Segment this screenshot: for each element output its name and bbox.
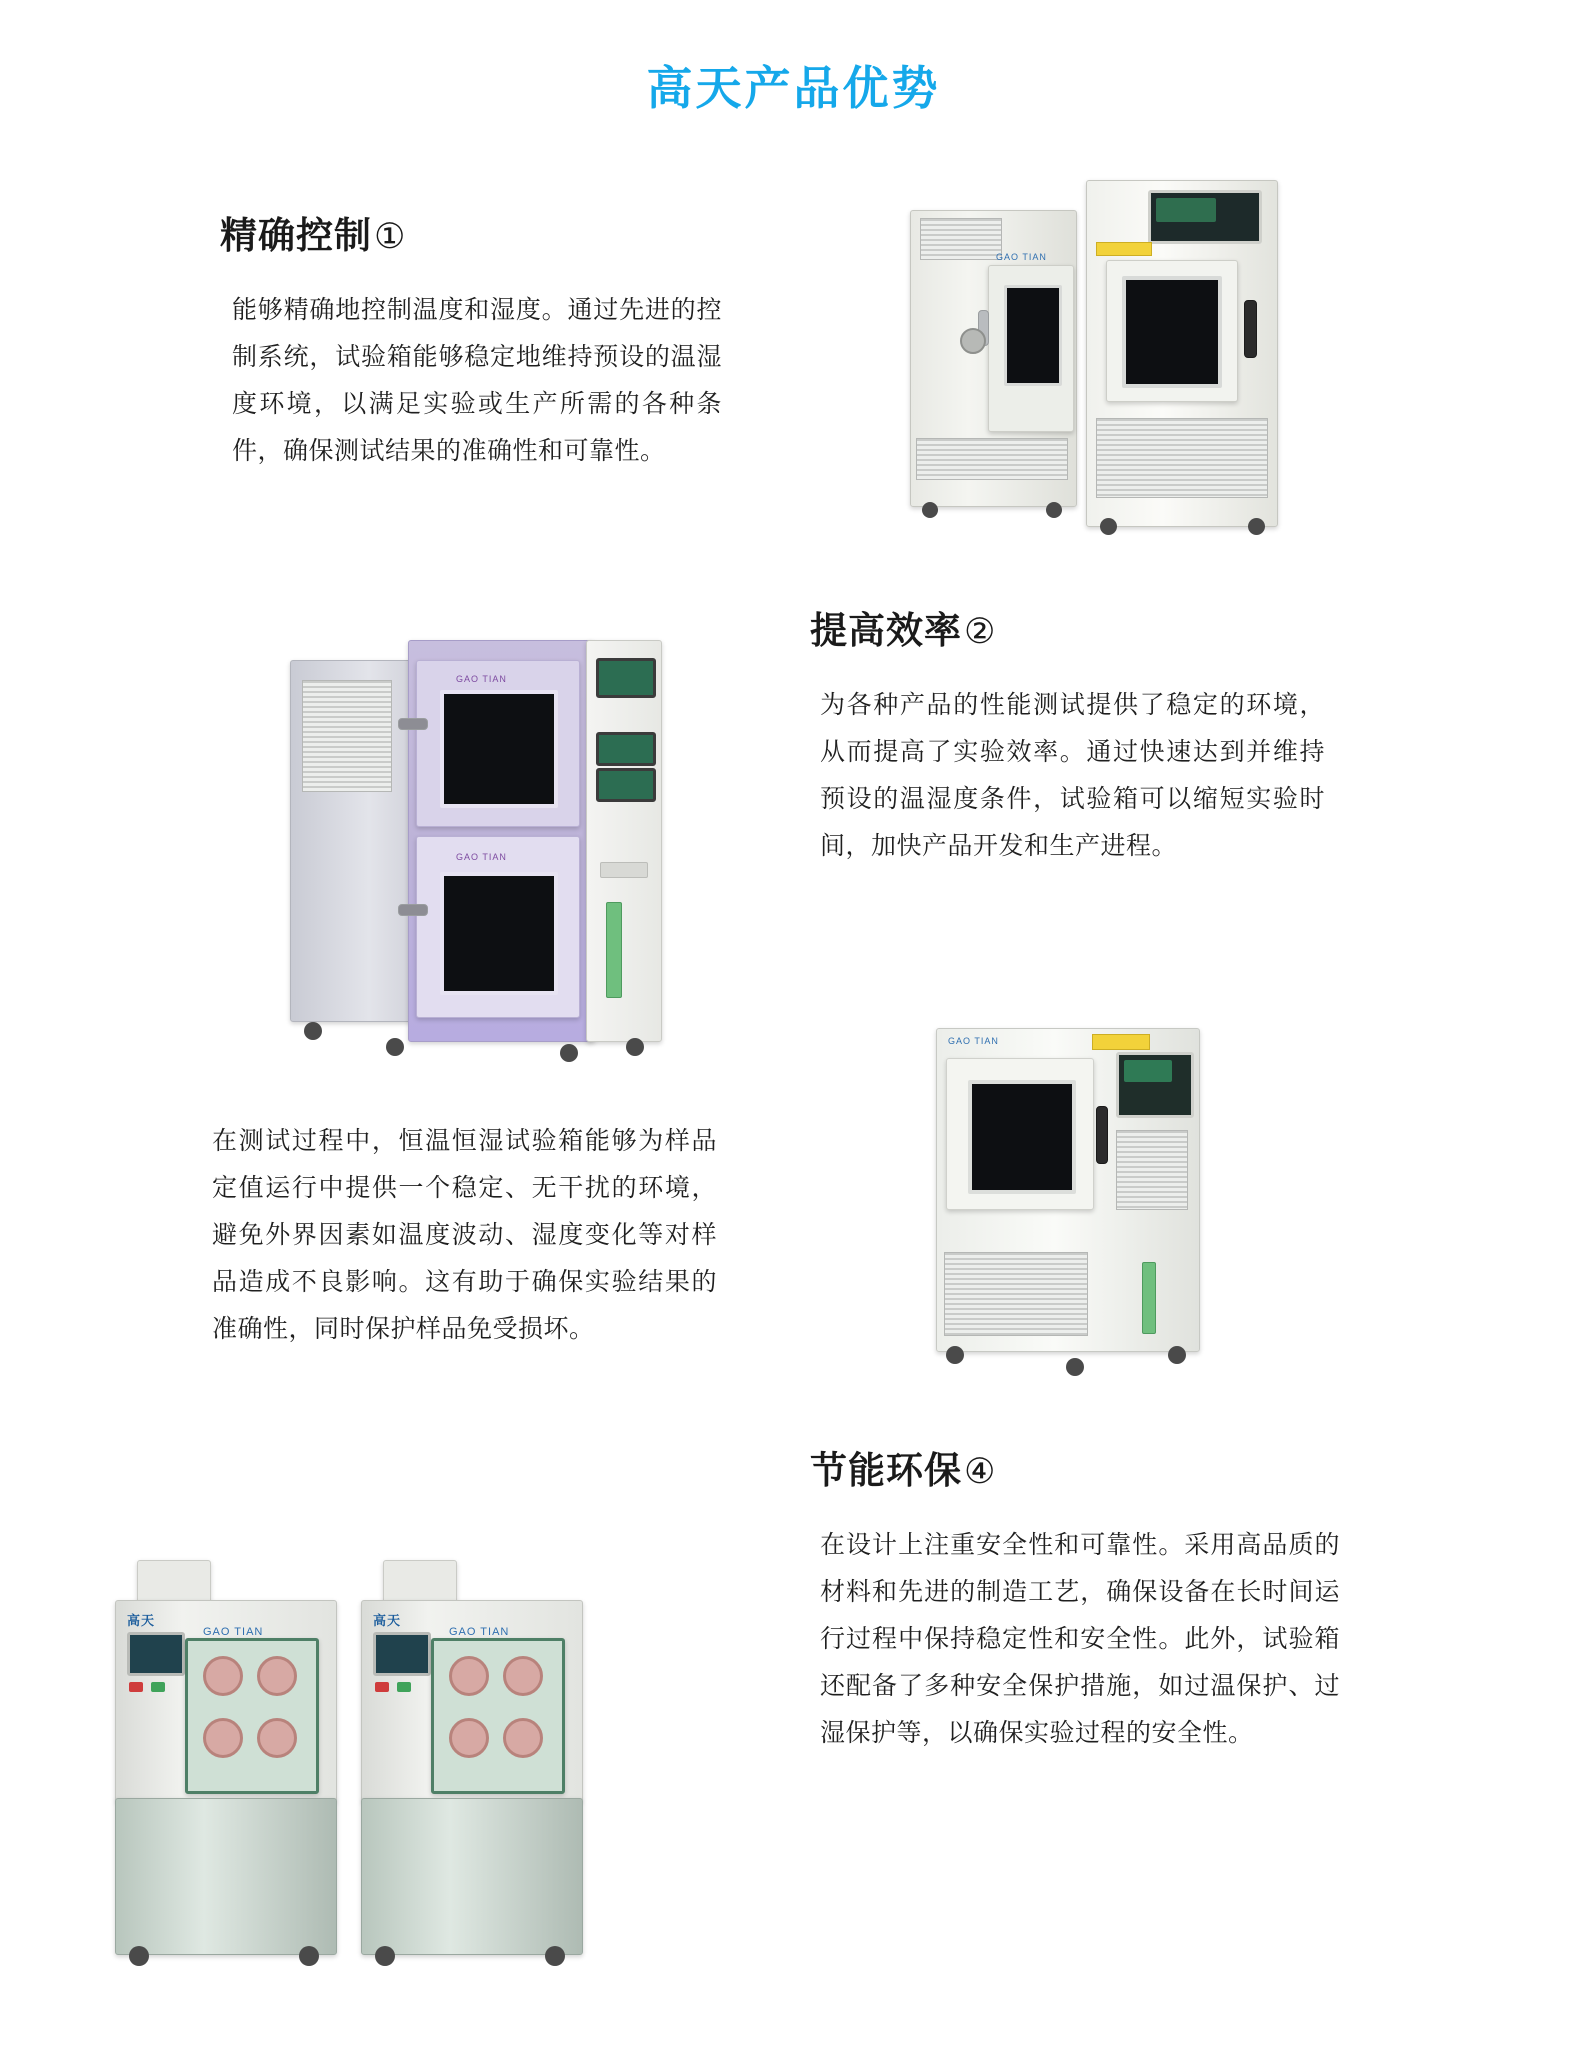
glovebox-a-touch-panel: [127, 1632, 185, 1676]
section-energy-saving: [810, 1440, 1340, 1757]
shock-chamber-green-strip: [606, 902, 622, 998]
chamber-left-caster-2: [1046, 502, 1062, 518]
prog-chamber-window: [968, 1080, 1076, 1194]
prog-chamber-side-vent: [1116, 1130, 1188, 1210]
shock-chamber-caster-3: [560, 1044, 578, 1062]
glovebox-b-brand-cn: 高天: [373, 1613, 402, 1628]
prog-chamber-logo: GAO TIAN: [948, 1036, 999, 1046]
chamber-right-lower-vent: [1096, 418, 1268, 498]
section-4-number: ④: [964, 1452, 997, 1491]
prog-chamber-handle: [1096, 1106, 1108, 1164]
prog-chamber-green-strip: [1142, 1262, 1156, 1334]
glovebox-a-brand-en: GAO TIAN: [203, 1626, 264, 1638]
chamber-right-caster-2: [1248, 518, 1265, 535]
glovebox-a-button-2: [151, 1682, 165, 1692]
chamber-left-knob: [960, 328, 986, 354]
glovebox-a-caster-1: [129, 1946, 149, 1966]
shock-chamber-logo-upper: GAO TIAN: [456, 674, 507, 684]
photo-constant-temp-humidity-chambers: [900, 180, 1320, 540]
prog-chamber-display: [1124, 1060, 1172, 1082]
chamber-right-caster-1: [1100, 518, 1117, 535]
shock-chamber-display-1: [596, 658, 656, 698]
shock-chamber-led-strip: [600, 862, 648, 878]
section-3-body: 在测试过程中，恒温恒湿试验箱能够为样品定值运行中提供一个稳定、无干扰的环境，避免外界因素如温度波动、湿度变化等对样品造成不良影响。这有助于确保实验结果的准确性，同时保护样品免受损坏。: [212, 1128, 717, 1343]
photo-glovebox-chambers: [115, 1560, 625, 1990]
section-4-body: 在设计上注重安全性和可靠性。采用高品质的材料和先进的制造工艺，确保设备在长时间运行过程中保持稳定性和安全性。此外，试验箱还配备了多种安全保护措施，如过温保护、过湿保护等，以确保实验过程的安全性。: [820, 1532, 1340, 1747]
glovebox-b-button-1: [375, 1682, 389, 1692]
photo-programmable-chamber: [920, 1010, 1240, 1390]
glovebox-b-brand-en: GAO TIAN: [449, 1626, 510, 1638]
section-1-heading: [220, 205, 720, 259]
prog-chamber-caster-3: [1168, 1346, 1186, 1364]
glovebox-a-caster-2: [299, 1946, 319, 1966]
section-4-heading: [810, 1440, 1340, 1494]
shock-chamber-caster-2: [386, 1038, 404, 1056]
glovebox-b-caster-2: [545, 1946, 565, 1966]
glovebox-b-window-frame: [431, 1638, 565, 1794]
glovebox-b-port-3: [449, 1718, 489, 1758]
shock-chamber-display-2: [596, 732, 656, 766]
glovebox-a-window-frame: [185, 1638, 319, 1794]
shock-chamber-handle-upper: [398, 718, 428, 730]
glovebox-a-port-3: [203, 1718, 243, 1758]
shock-chamber-upper-window: [440, 690, 558, 808]
shock-chamber-handle-lower: [398, 904, 428, 916]
chamber-left-window: [1004, 285, 1062, 386]
photo-thermal-shock-chamber: [290, 640, 680, 1070]
glovebox-b-port-2: [503, 1656, 543, 1696]
glovebox-a-port-1: [203, 1656, 243, 1696]
chamber-right-panel-display: [1156, 198, 1216, 222]
page-title: 高天产品优势: [646, 62, 941, 114]
chamber-left-caster-1: [922, 502, 938, 518]
chamber-left-top-vent: [920, 218, 1002, 260]
section-1-heading-text: 精确控制: [220, 216, 372, 257]
prog-chamber-bottom-vent: [944, 1252, 1088, 1336]
shock-chamber-side-vent: [302, 680, 392, 792]
chamber-right-window: [1122, 276, 1222, 388]
glovebox-b-base: [361, 1798, 583, 1955]
prog-chamber-label: [1092, 1034, 1150, 1050]
section-4-heading-text: 节能环保: [810, 1451, 962, 1492]
shock-chamber-caster-1: [304, 1022, 322, 1040]
chamber-right-warning-label: [1096, 242, 1152, 256]
glovebox-a-port-2: [257, 1656, 297, 1696]
glovebox-a-base: [115, 1798, 337, 1955]
section-2-number: ②: [964, 612, 997, 651]
shock-chamber-display-3: [596, 768, 656, 802]
shock-chamber-caster-4: [626, 1038, 644, 1056]
glovebox-b-caster-1: [375, 1946, 395, 1966]
section-2-heading: [810, 600, 1330, 654]
section-precise-control: [220, 205, 720, 475]
glovebox-b-touch-panel: [373, 1632, 431, 1676]
prog-chamber-caster-2: [1066, 1358, 1084, 1376]
shock-chamber-logo-lower: GAO TIAN: [456, 852, 507, 862]
prog-chamber-caster-1: [946, 1346, 964, 1364]
glovebox-b-port-4: [503, 1718, 543, 1758]
section-improve-efficiency: [810, 600, 1330, 870]
section-stable-environment: [212, 1118, 732, 1353]
glovebox-b-port-1: [449, 1656, 489, 1696]
chamber-left-logo: GAO TIAN: [996, 252, 1047, 262]
glovebox-b-button-2: [397, 1682, 411, 1692]
shock-chamber-control-column: [586, 640, 662, 1042]
section-1-number: ①: [374, 217, 407, 256]
shock-chamber-lower-window: [440, 872, 558, 995]
section-2-body: 为各种产品的性能测试提供了稳定的环境，从而提高了实验效率。通过快速达到并维持预设的温湿度条件，试验箱可以缩短实验时间，加快产品开发和生产进程。: [820, 692, 1325, 860]
glovebox-a-port-4: [257, 1718, 297, 1758]
glovebox-a-brand-cn: 高天: [127, 1613, 156, 1628]
chamber-right-handle: [1244, 300, 1257, 358]
chamber-left-bottom-vent: [916, 438, 1068, 480]
section-1-body: 能够精确地控制温度和湿度。通过先进的控制系统，试验箱能够稳定地维持预设的温湿度环境，以满足实验或生产所需的各种条件，确保测试结果的准确性和可靠性。: [232, 297, 722, 465]
glovebox-a-button-1: [129, 1682, 143, 1692]
section-2-heading-text: 提高效率: [810, 611, 962, 652]
